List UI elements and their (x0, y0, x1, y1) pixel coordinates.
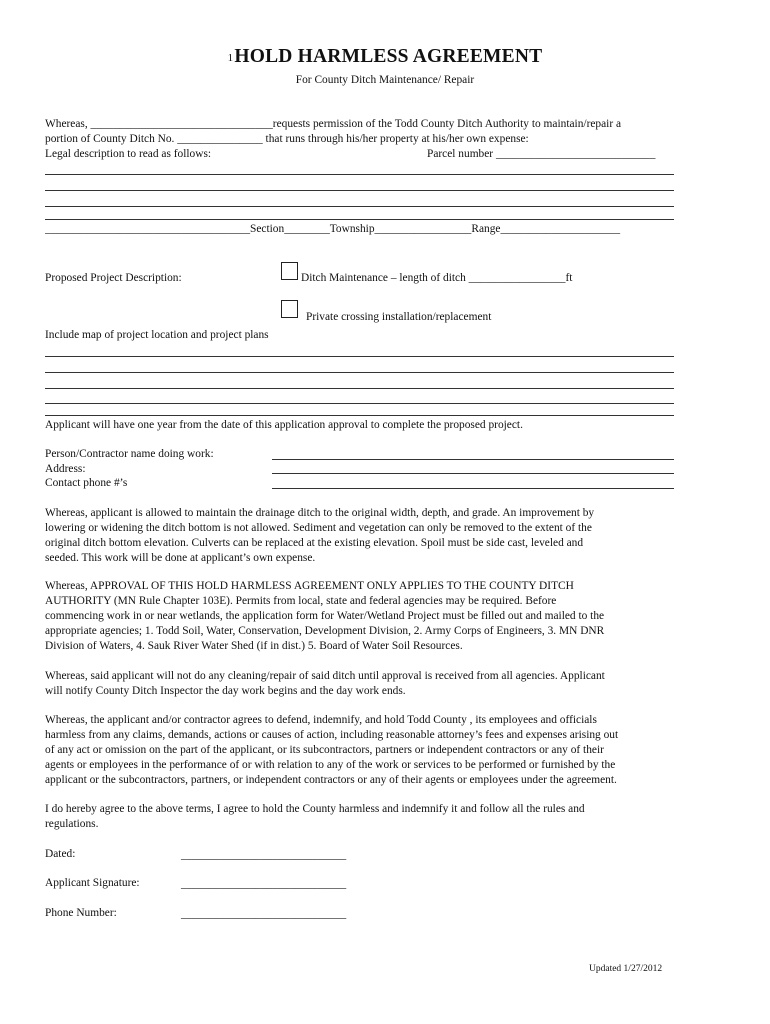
paragraph-line: AUTHORITY (MN Rule Chapter 103E). Permits from local, state and federal agencies may be required. Before (45, 595, 557, 607)
paragraph-agency-approval (45, 669, 677, 699)
updated-date: Updated 1/27/2012 (589, 964, 663, 974)
paragraph-line: Whereas, applicant is allowed to maintain the drainage ditch to the original width, depth, and grade. An improvement by (45, 507, 595, 519)
dated-label: Dated: (45, 848, 76, 860)
title-footnote-number: 1 (227, 52, 234, 64)
intro-line-1: Whereas, ________________________________requests permission of the Todd County Ditch Authority to maintain/repair a (45, 118, 622, 130)
applicant-signature-field[interactable]: _____________________________ (181, 878, 347, 890)
address-field[interactable] (272, 473, 674, 474)
page-title (0, 46, 770, 68)
completion-note: Applicant will have one year from the date of this application approval to complete the proposed project. (45, 419, 523, 431)
address-label: Address: (45, 463, 86, 475)
paragraph-line: Whereas, the applicant and/or contractor agrees to defend, indemnify, and hold Todd County , its employees and officials (45, 714, 597, 726)
paragraph-line: Whereas, APPROVAL OF THIS HOLD HARMLESS AGREEMENT ONLY APPLIES TO THE COUNTY DITCH (45, 580, 574, 592)
paragraph-line: I do hereby agree to the above terms, I agree to hold the County harmless and indemnify it and follow all the rules and (45, 803, 585, 815)
paragraph-line: regulations. (45, 818, 99, 830)
contact-phone-label: Contact phone #’s (45, 477, 128, 489)
paragraph-maintenance-terms (45, 506, 677, 566)
ditch-maintenance-checkbox[interactable] (281, 262, 298, 280)
paragraph-line: of any act or omission on the part of the applicant, or its subcontractors, partners or independent contractors or any of their (45, 744, 604, 756)
paragraph-line: seeded. This work will be done at applicant’s own expense. (45, 552, 316, 564)
private-crossing-label: Private crossing installation/replacement (306, 311, 492, 323)
project-description-label: Proposed Project Description: (45, 272, 182, 284)
intro-line-2: portion of County Ditch No. _______________ that runs through his/her property at his/her own expense: (45, 133, 529, 145)
paragraph-line: harmless from any claims, demands, actions or causes of action, including reasonable attorney’s fees and expenses arising out (45, 729, 619, 741)
title-text: HOLD HARMLESS AGREEMENT (234, 46, 543, 67)
paragraph-line: commencing work in or near wetlands, the application form for Water/Wetland Project must be filled out and mailed to the (45, 610, 605, 622)
phone-number-field[interactable]: _____________________________ (181, 908, 347, 920)
ditch-maintenance-label: Ditch Maintenance – length of ditch _________________ft (301, 272, 573, 284)
applicant-signature-label: Applicant Signature: (45, 877, 140, 889)
contractor-name-field[interactable] (272, 459, 674, 460)
legal-description-line-4[interactable] (45, 219, 674, 220)
paragraph-line: Division of Waters, 4. Sauk River Water Shed (if in dist.) 5. Board of Water Soil Resources. (45, 640, 463, 652)
paragraph-line: appropriate agencies; 1. Todd Soil, Water, Conservation, Development Division, 2. Army Corps of Engineers, 3. MN DNR (45, 625, 605, 637)
page-subtitle: For County Ditch Maintenance/ Repair (295, 74, 475, 86)
dated-field[interactable]: _____________________________ (181, 849, 347, 861)
paragraph-line: lowering or widening the ditch bottom is not allowed. Sediment and vegetation can only be removed to the extent of the (45, 522, 592, 534)
legal-description-label: Legal description to read as follows: (45, 148, 212, 160)
project-description-line-1[interactable] (45, 356, 674, 357)
paragraph-indemnification (45, 713, 677, 788)
legal-description-line-2[interactable] (45, 190, 674, 191)
legal-description-line-3[interactable] (45, 206, 674, 207)
paragraph-line: applicant or the subcontractors, partners, or independent contractors or any of their agents or employees under the agreement. (45, 774, 617, 786)
legal-description-line-1[interactable] (45, 174, 674, 175)
contractor-name-label: Person/Contractor name doing work: (45, 448, 214, 460)
paragraph-line: original ditch bottom elevation. Culverts can be replaced at the existing elevation. Spoil must be side cast, leveled and (45, 537, 584, 549)
project-description-line-2[interactable] (45, 372, 674, 373)
project-description-line-5[interactable] (45, 415, 674, 416)
phone-number-label: Phone Number: (45, 907, 117, 919)
contact-phone-field[interactable] (272, 488, 674, 489)
paragraph-line: agents or employees in the performance of or with relation to any of the work or services to be performed or furnished by the (45, 759, 616, 771)
project-description-line-3[interactable] (45, 388, 674, 389)
paragraph-line: Whereas, said applicant will not do any cleaning/repair of said ditch until approval is received from all agencies. Applicant (45, 670, 605, 682)
private-crossing-checkbox[interactable] (281, 300, 298, 318)
map-note: Include map of project location and project plans (45, 329, 269, 341)
paragraph-line: will notify County Ditch Inspector the day work begins and the day work ends. (45, 685, 406, 697)
paragraph-agreement (45, 802, 677, 832)
parcel-number-field[interactable]: Parcel number ____________________________ (427, 148, 656, 160)
project-description-line-4[interactable] (45, 403, 674, 404)
section-township-range-line[interactable]: ____________________________________Section________Township_________________Range_____________________ (45, 223, 621, 235)
paragraph-approval-scope (45, 579, 677, 654)
